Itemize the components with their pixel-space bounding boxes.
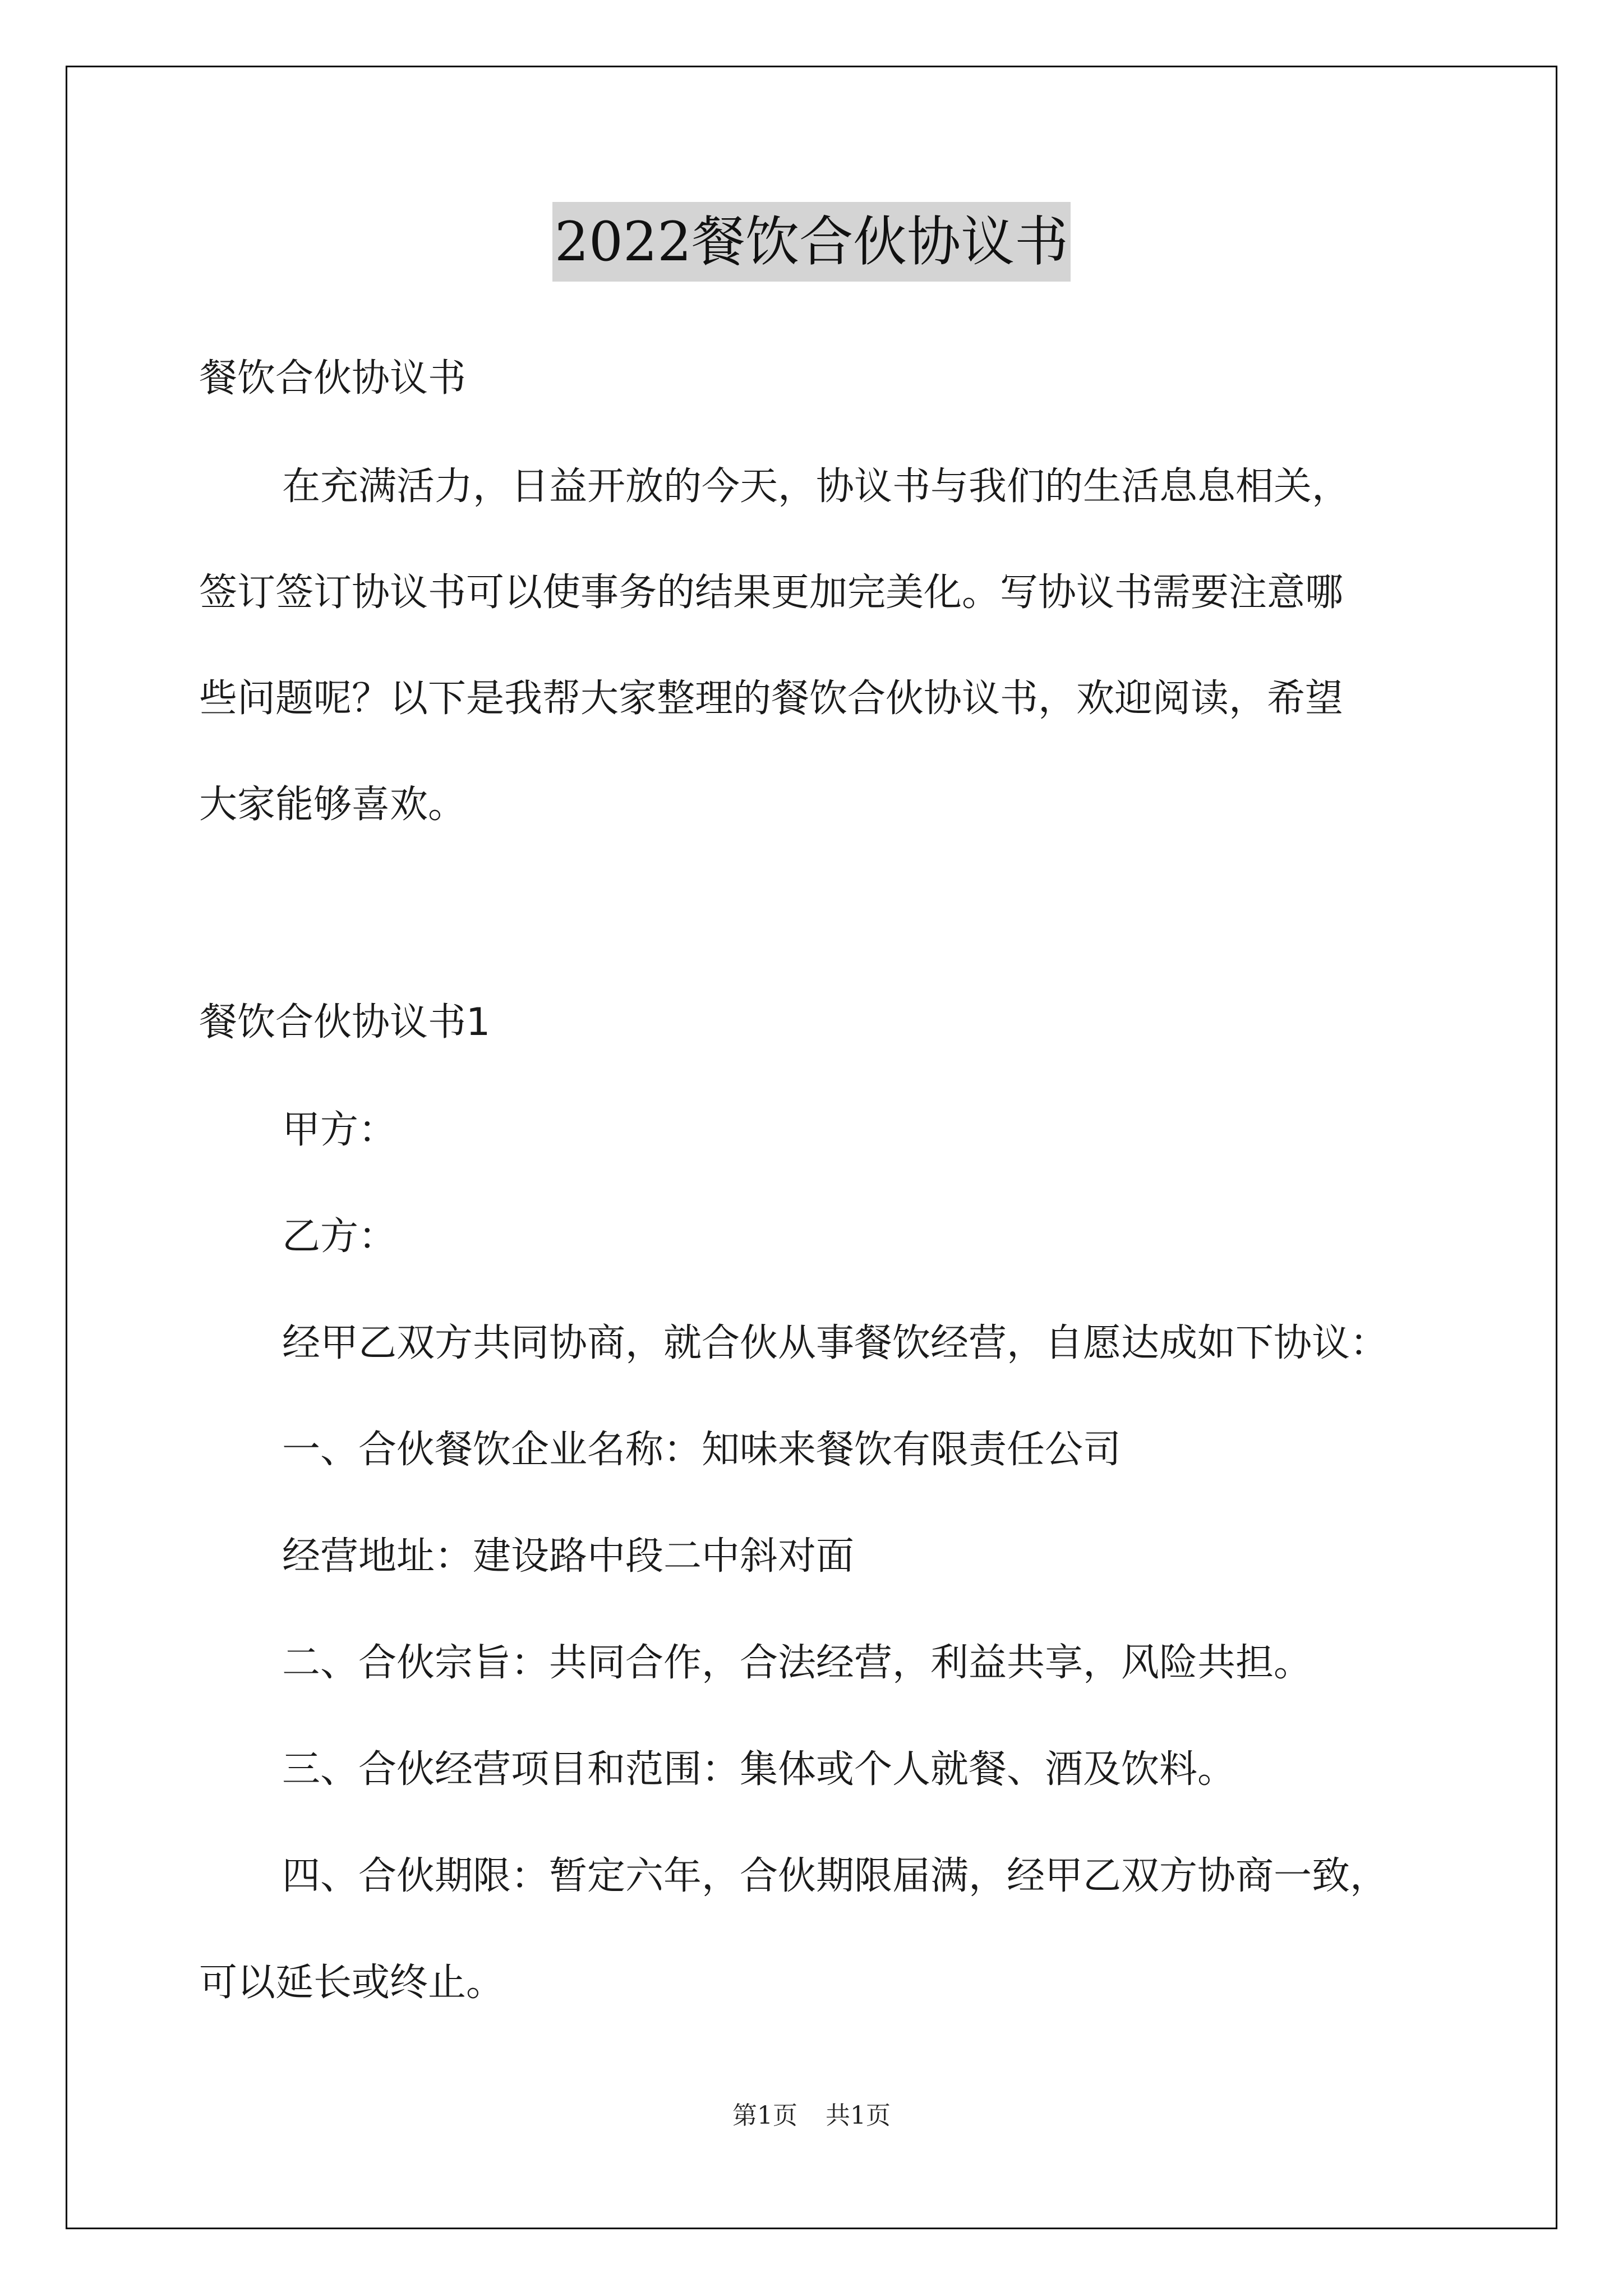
document-title: 2022餐饮合伙协议书 <box>552 202 1071 282</box>
clause-line: 二、合伙宗旨：共同合作，合法经营，利益共享，风险共担。 <box>282 1641 1312 1685</box>
party-b-label: 乙方： <box>282 1214 397 1259</box>
clause-line: 三、合伙经营项目和范围：集体或个人就餐、酒及饮料。 <box>282 1747 1236 1792</box>
paragraph-line: 在充满活力，日益开放的今天，协议书与我们的生活息息相关， <box>282 464 1350 509</box>
paragraph-line: 经甲乙双方共同协商，就合伙从事餐饮经营，自愿达成如下协议： <box>282 1321 1389 1365</box>
page-number-current: 第1页 <box>732 2101 797 2130</box>
paragraph-line: 签订签订协议书可以使事务的结果更加完美化。写协议书需要注意哪 <box>199 570 1344 615</box>
paragraph-line: 大家能够喜欢。 <box>199 783 467 827</box>
section-heading: 餐饮合伙协议书 <box>199 356 467 401</box>
clause-line: 经营地址：建设路中段二中斜对面 <box>282 1534 855 1579</box>
paragraph-line: 些问题呢？以下是我帮大家整理的餐饮合伙协议书，欢迎阅读，希望 <box>199 677 1344 721</box>
title-container <box>0 202 1623 282</box>
section-heading: 餐饮合伙协议书1 <box>199 1000 491 1045</box>
clause-line: 可以延长或终止。 <box>199 1961 505 2005</box>
page-number-total: 共1页 <box>826 2101 891 2130</box>
party-a-label: 甲方： <box>282 1108 397 1152</box>
clause-line: 一、合伙餐饮企业名称：知味来餐饮有限责任公司 <box>282 1428 1122 1472</box>
page-footer <box>0 2099 1623 2133</box>
clause-line: 四、合伙期限：暂定六年，合伙期限届满，经甲乙双方协商一致， <box>282 1854 1389 1898</box>
